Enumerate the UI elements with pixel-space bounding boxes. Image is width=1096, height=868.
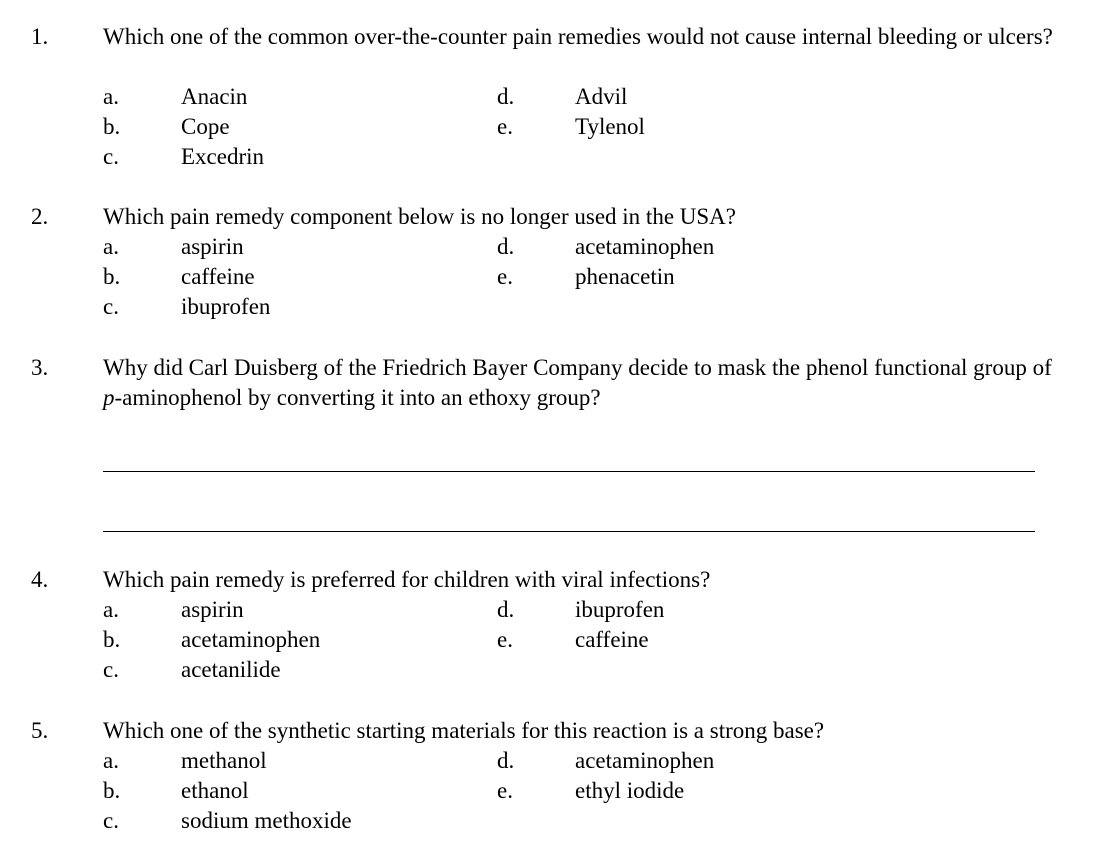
option-c-letter: c. — [103, 808, 119, 833]
question-stem: Which one of the common over-the-counter pain remedies would not cause internal bleeding or ulcers? — [103, 24, 1053, 49]
option-c-letter: c. — [103, 144, 119, 169]
option-b-text: caffeine — [181, 264, 255, 289]
answer-line-1 — [103, 471, 1035, 472]
option-a-letter: a. — [103, 597, 119, 622]
option-c-text: sodium methoxide — [181, 808, 352, 833]
option-d-letter: d. — [497, 234, 515, 259]
option-a-text: aspirin — [181, 234, 244, 259]
question-stem — [103, 353, 1053, 413]
option-c-text: acetanilide — [181, 657, 281, 682]
option-a-letter: a. — [103, 84, 119, 109]
option-c-letter: c. — [103, 657, 119, 682]
question-stem-part2: -aminophenol by converting it into an ethoxy group? — [114, 385, 601, 410]
option-b-letter: b. — [103, 264, 121, 289]
option-d-letter: d. — [497, 84, 515, 109]
option-a-text: aspirin — [181, 597, 244, 622]
option-d-text: Advil — [575, 84, 628, 109]
option-d-letter: d. — [497, 748, 515, 773]
question-number: 3. — [31, 355, 49, 380]
option-a-letter: a. — [103, 234, 119, 259]
answer-line-2 — [103, 531, 1035, 532]
option-b-text: acetaminophen — [181, 627, 321, 652]
option-e-text: ethyl iodide — [575, 778, 685, 803]
option-e-text: caffeine — [575, 627, 649, 652]
question-stem-italic: p — [103, 385, 115, 410]
option-d-letter: d. — [497, 597, 515, 622]
option-d-text: acetaminophen — [575, 234, 715, 259]
option-b-text: ethanol — [181, 778, 249, 803]
option-e-letter: e. — [497, 264, 513, 289]
option-b-letter: b. — [103, 114, 121, 139]
question-number: 4. — [31, 567, 49, 592]
option-c-letter: c. — [103, 294, 119, 319]
question-stem-part1: Why did Carl Duisberg of the Friedrich Bayer Company decide to mask the phenol functional group of — [103, 355, 1052, 380]
question-number: 1. — [31, 24, 49, 49]
option-d-text: ibuprofen — [575, 597, 665, 622]
option-b-text: Cope — [181, 114, 230, 139]
question-number: 5. — [31, 718, 49, 743]
option-c-text: Excedrin — [181, 144, 265, 169]
option-d-text: acetaminophen — [575, 748, 715, 773]
option-e-letter: e. — [497, 778, 513, 803]
option-b-letter: b. — [103, 627, 121, 652]
question-stem: Which pain remedy is preferred for children with viral infections? — [103, 567, 711, 592]
option-c-text: ibuprofen — [181, 294, 271, 319]
question-number: 2. — [31, 204, 49, 229]
option-e-letter: e. — [497, 627, 513, 652]
option-a-letter: a. — [103, 748, 119, 773]
option-e-text: phenacetin — [575, 264, 675, 289]
option-a-text: methanol — [181, 748, 267, 773]
option-e-letter: e. — [497, 114, 513, 139]
option-a-text: Anacin — [181, 84, 248, 109]
option-e-text: Tylenol — [575, 114, 645, 139]
question-stem: Which one of the synthetic starting materials for this reaction is a strong base? — [103, 718, 825, 743]
option-b-letter: b. — [103, 778, 121, 803]
question-stem: Which pain remedy component below is no longer used in the USA? — [103, 204, 736, 229]
